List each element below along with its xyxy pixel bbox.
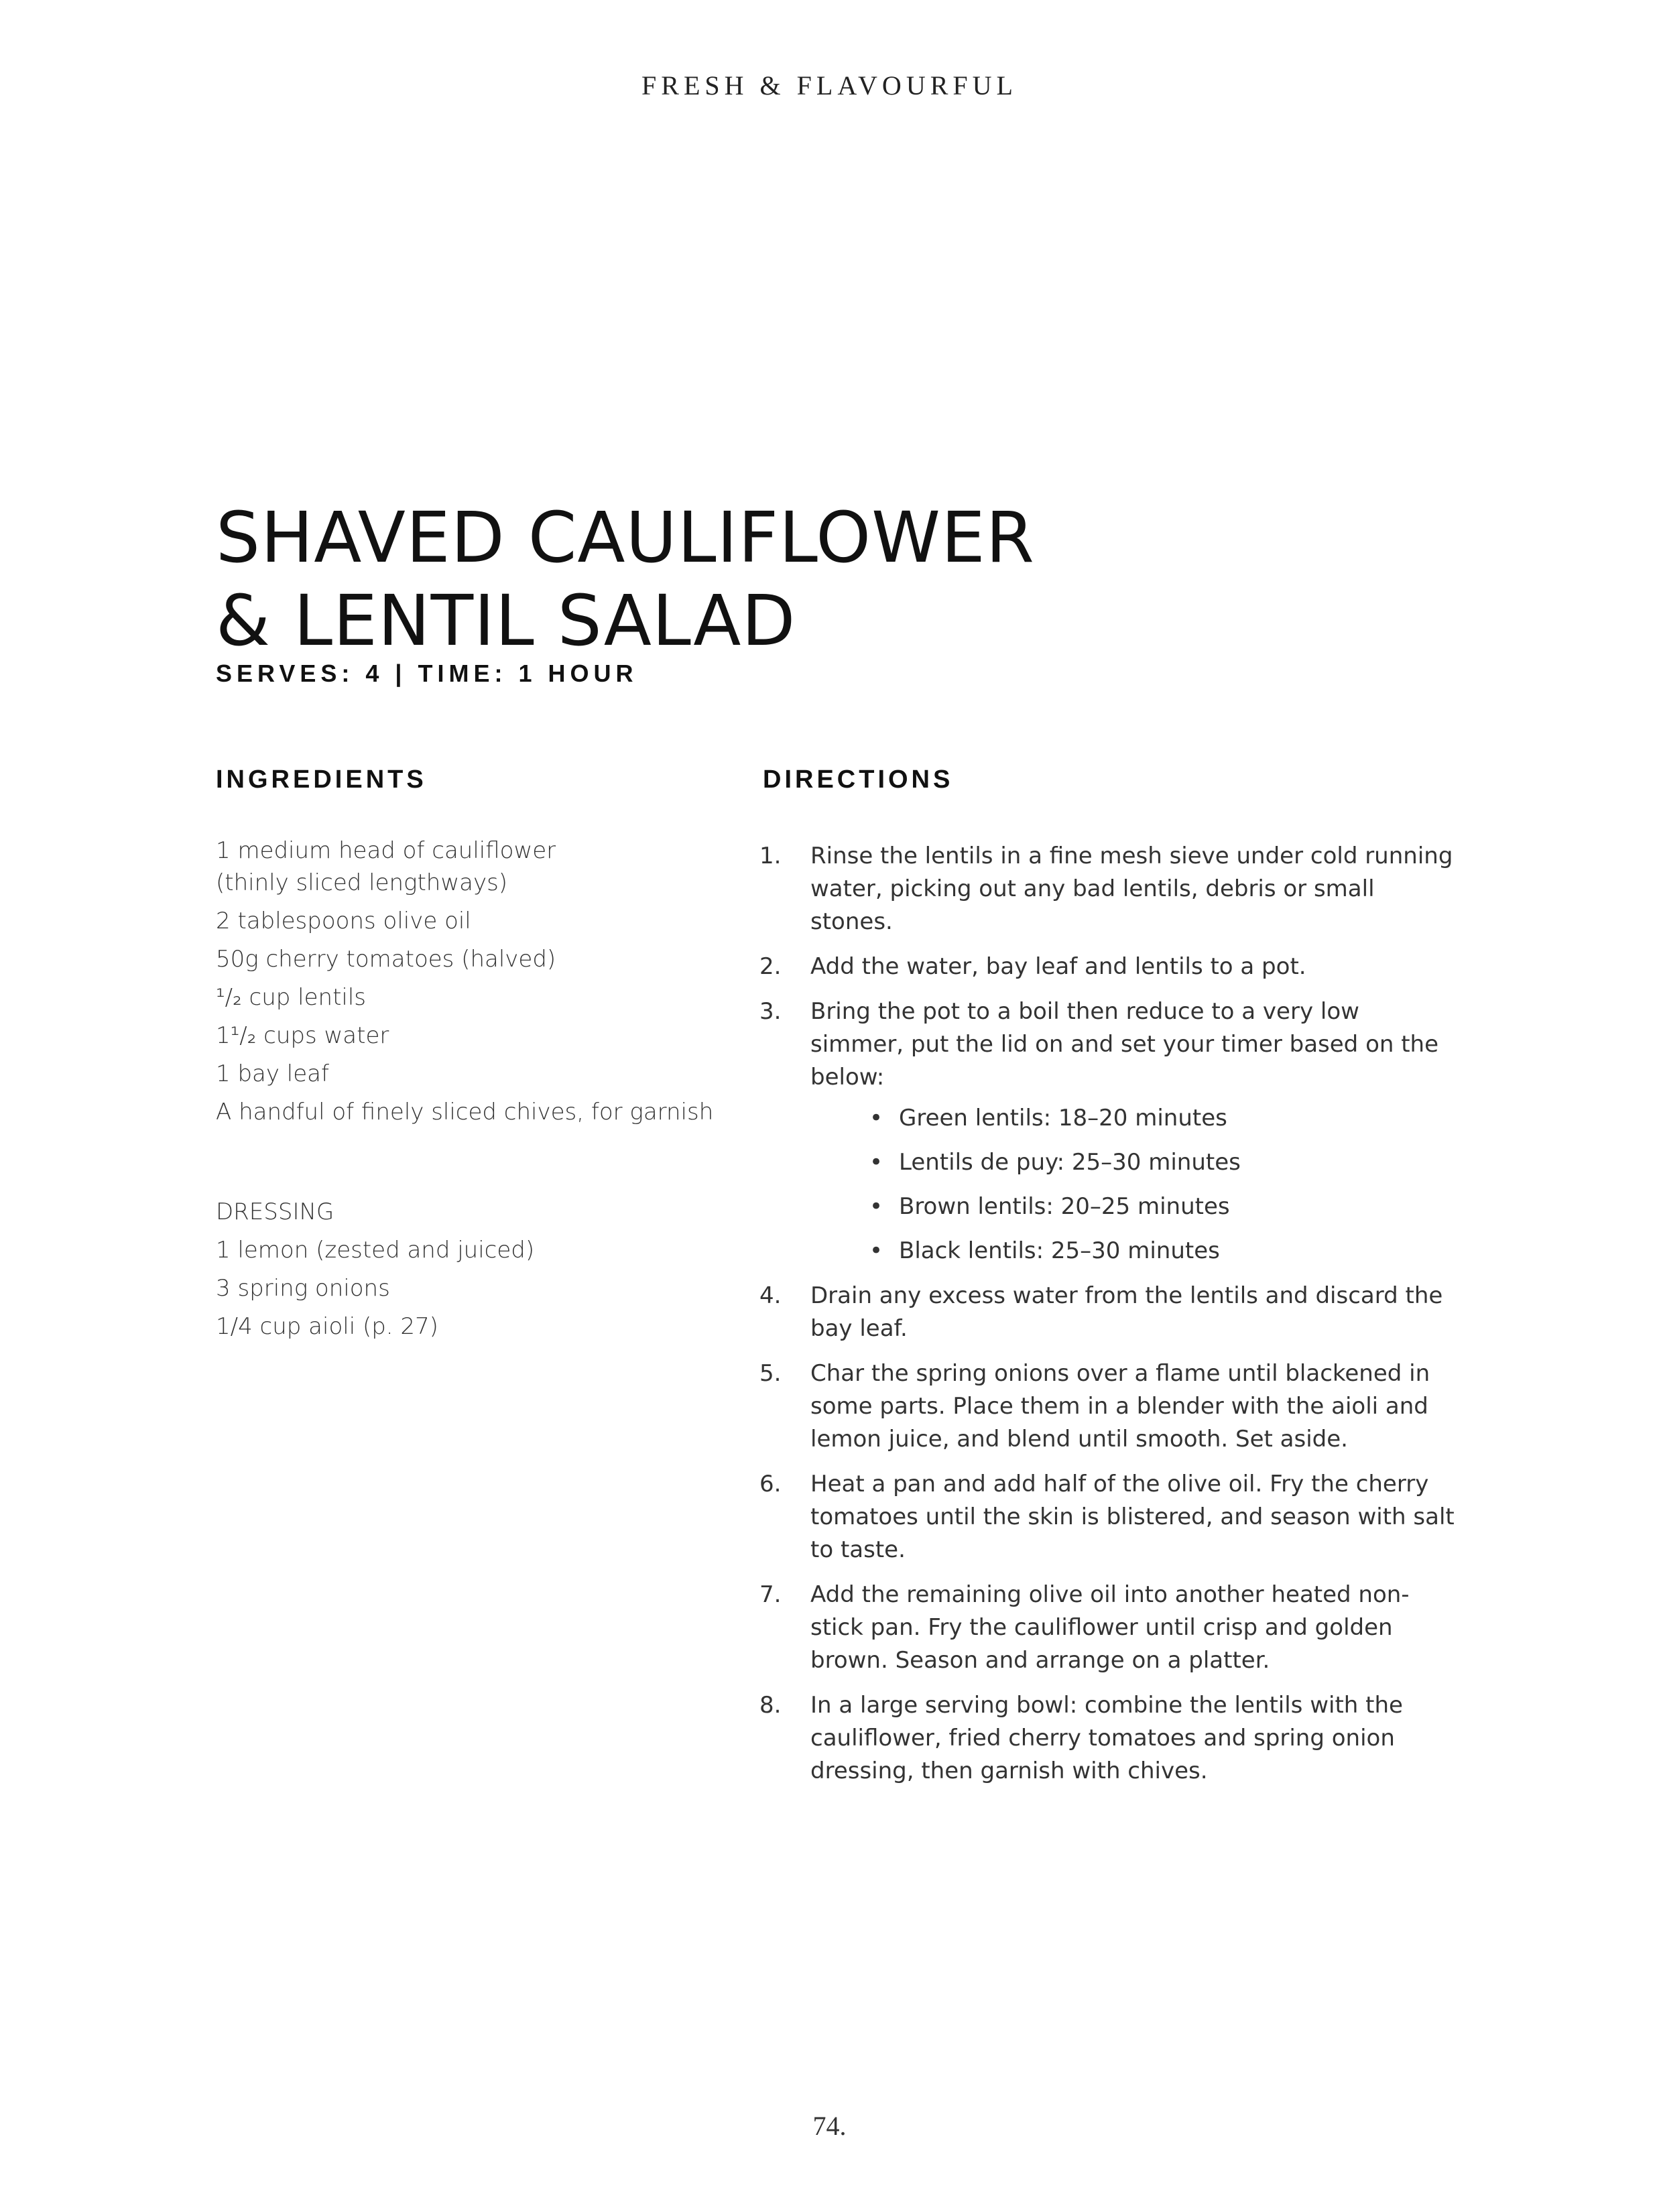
direction-step xyxy=(759,950,1457,983)
lentil-timing-item xyxy=(810,1235,1457,1268)
step-text: Add the remaining olive oil into another heated non-stick pan. Fry the cauliflower until crisp and golden brown. Season and arrange on a platter. xyxy=(810,1581,1410,1674)
step-number: 4. xyxy=(759,1282,782,1309)
direction-step xyxy=(759,1280,1457,1345)
recipe-title-line-1: SHAVED CAULIFLOWER xyxy=(216,497,1035,578)
step-number: 7. xyxy=(759,1581,782,1608)
directions-heading: DIRECTIONS xyxy=(763,765,954,794)
direction-step xyxy=(759,1579,1457,1677)
step-text: Heat a pan and add half of the olive oil. Fry the cherry tomatoes until the skin is blistered, and season with salt to taste. xyxy=(810,1471,1455,1563)
timing-text: Black lentils: 25–30 minutes xyxy=(899,1237,1220,1264)
step-number: 5. xyxy=(759,1360,782,1387)
step-text: Add the water, bay leaf and lentils to a pot. xyxy=(810,953,1306,980)
step-text: Rinse the lentils in a fine mesh sieve under cold running water, picking out any bad lentils, debris or small stones. xyxy=(810,843,1453,935)
direction-step xyxy=(759,1468,1457,1566)
dressing-heading: DRESSING xyxy=(216,1199,334,1225)
timing-text: Green lentils: 18–20 minutes xyxy=(899,1105,1227,1131)
bullet-icon: • xyxy=(869,1105,883,1131)
dressing-item: 3 spring onions xyxy=(216,1275,390,1302)
step-text: Drain any excess water from the lentils and discard the bay leaf. xyxy=(810,1282,1443,1342)
step-text: Bring the pot to a boil then reduce to a very low simmer, put the lid on and set your timer based on the below: xyxy=(810,998,1439,1091)
step-number: 6. xyxy=(759,1471,782,1497)
step-number: 1. xyxy=(759,843,782,869)
lentil-timing-item xyxy=(810,1190,1457,1223)
bullet-icon: • xyxy=(869,1149,883,1176)
step-text: In a large serving bowl: combine the lentils with the cauliflower, fried cherry tomatoes and spring onion dressing, then garnish with chives. xyxy=(810,1692,1403,1784)
bullet-icon: • xyxy=(869,1237,883,1264)
directions-list xyxy=(759,840,1457,1800)
recipe-title xyxy=(216,496,1035,662)
ingredient-note: (thinly sliced lengthways) xyxy=(216,869,508,896)
step-number: 3. xyxy=(759,998,782,1025)
lentil-timing-list xyxy=(810,1102,1457,1268)
ingredient-item: 50g cherry tomatoes (halved) xyxy=(216,946,556,973)
direction-step xyxy=(759,1357,1457,1456)
direction-step xyxy=(759,1689,1457,1788)
direction-step xyxy=(759,840,1457,938)
recipe-title-line-2: & LENTIL SALAD xyxy=(216,580,796,662)
dressing-item: 1 lemon (zested and juiced) xyxy=(216,1237,535,1264)
timing-text: Lentils de puy: 25–30 minutes xyxy=(899,1149,1241,1176)
step-text: Char the spring onions over a flame until blackened in some parts. Place them in a blender with the aioli and lemon juice, and blend until smooth. Set aside. xyxy=(810,1360,1430,1453)
ingredient-item: 1 bay leaf xyxy=(216,1060,329,1087)
running-head: FRESH & FLAVOURFUL xyxy=(641,70,1018,101)
serves-time-meta: SERVES: 4 | TIME: 1 HOUR xyxy=(216,660,638,687)
dressing-item: 1/4 cup aioli (p. 27) xyxy=(216,1313,438,1340)
timing-text: Brown lentils: 20–25 minutes xyxy=(899,1193,1230,1220)
ingredient-item: ¹/₂ cup lentils xyxy=(216,984,367,1011)
ingredients-list xyxy=(216,835,739,1349)
ingredient-item: A handful of finely sliced chives, for garnish xyxy=(216,1099,714,1125)
bullet-icon: • xyxy=(869,1193,883,1220)
lentil-timing-item xyxy=(810,1102,1457,1135)
ingredient-item: 2 tablespoons olive oil xyxy=(216,908,471,934)
ingredients-heading: INGREDIENTS xyxy=(216,765,427,794)
page-number: 74. xyxy=(812,2111,847,2141)
ingredient-item: 1¹/₂ cups water xyxy=(216,1022,389,1049)
step-number: 8. xyxy=(759,1692,782,1719)
lentil-timing-item xyxy=(810,1146,1457,1179)
step-number: 2. xyxy=(759,953,782,980)
ingredient-item: 1 medium head of cauliflower xyxy=(216,837,556,864)
spacer xyxy=(216,1134,739,1196)
direction-step xyxy=(759,995,1457,1268)
